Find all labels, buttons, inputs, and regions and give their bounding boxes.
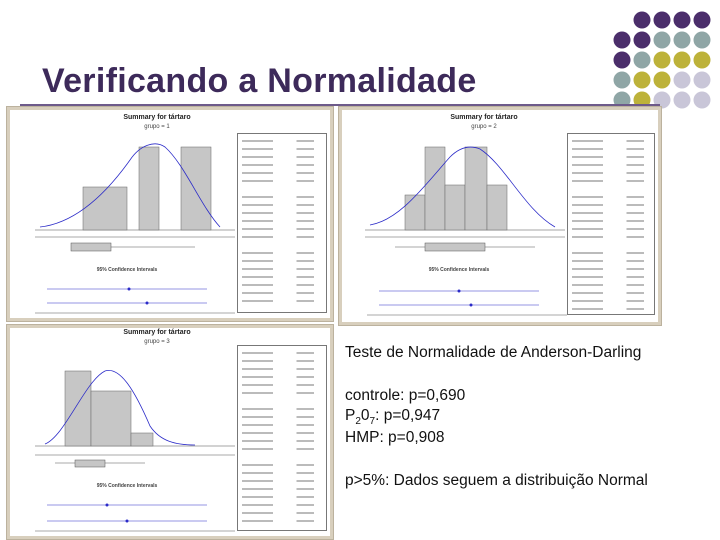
slide-title: Verificando a Normalidade xyxy=(42,62,477,100)
stats-row xyxy=(242,276,320,278)
stats-row xyxy=(242,300,320,302)
decorative-dot xyxy=(634,52,651,69)
decorative-dot xyxy=(674,52,691,69)
stats-row xyxy=(242,172,320,174)
panel-title: Summary for tártaro xyxy=(123,114,191,121)
stats-row xyxy=(242,480,320,482)
stats-row xyxy=(242,496,320,498)
stats-row xyxy=(242,424,320,426)
decorative-dot xyxy=(694,72,711,89)
histogram-grupo3 xyxy=(35,351,235,451)
result-hmp: HMP: p=0,908 xyxy=(345,429,445,446)
panel-subtitle: grupo = 2 xyxy=(471,124,497,130)
stats-row xyxy=(572,204,650,206)
stats-row xyxy=(572,268,650,270)
decorative-dot xyxy=(654,52,671,69)
stats-row xyxy=(572,148,650,150)
stats-row xyxy=(572,220,650,222)
stats-row xyxy=(242,464,320,466)
stats-row xyxy=(572,228,650,230)
stats-row xyxy=(242,212,320,214)
decorative-dot xyxy=(674,72,691,89)
decorative-dot xyxy=(614,32,631,49)
stats-row xyxy=(242,472,320,474)
stats-row xyxy=(242,180,320,182)
decorative-dot-grid xyxy=(612,10,714,112)
panel-title: Summary for tártaro xyxy=(450,114,518,121)
stats-row xyxy=(242,140,320,142)
boxplot-grupo3 xyxy=(35,453,235,473)
stats-table-grupo1 xyxy=(237,133,327,313)
stats-row xyxy=(242,504,320,506)
stats-row xyxy=(572,156,650,158)
stats-row xyxy=(572,196,650,198)
decorative-dot xyxy=(694,12,711,29)
stats-row xyxy=(242,148,320,150)
decorative-dot xyxy=(694,32,711,49)
stats-row xyxy=(242,260,320,262)
result-p2o7: $P_20_7$: p=0,947 xyxy=(345,407,441,428)
panel-subtitle: grupo = 1 xyxy=(144,124,170,130)
panel-title: Summary for tártaro xyxy=(123,329,191,336)
decorative-dot xyxy=(654,12,671,29)
stats-row xyxy=(572,180,650,182)
stats-row xyxy=(572,140,650,142)
stats-row xyxy=(242,416,320,418)
decorative-dot xyxy=(654,32,671,49)
stats-row xyxy=(242,196,320,198)
minitab-panel-grupo1 xyxy=(6,106,334,322)
stats-row xyxy=(572,260,650,262)
stats-row xyxy=(242,164,320,166)
decorative-dot xyxy=(654,72,671,89)
stats-row xyxy=(242,408,320,410)
ci-label: 95% Confidence Intervals xyxy=(428,267,490,273)
stats-row xyxy=(242,512,320,514)
stats-row xyxy=(242,156,320,158)
panel-subtitle: grupo = 3 xyxy=(144,339,170,345)
stats-table-grupo3 xyxy=(237,345,327,531)
stats-row xyxy=(242,360,320,362)
confidence-intervals-grupo1 xyxy=(17,275,237,319)
stats-row xyxy=(572,236,650,238)
decorative-dot xyxy=(614,72,631,89)
decorative-dot xyxy=(674,12,691,29)
stats-row xyxy=(242,440,320,442)
stats-row xyxy=(242,252,320,254)
stats-row xyxy=(242,520,320,522)
stats-row xyxy=(572,292,650,294)
ci-label: 95% Confidence Intervals xyxy=(96,483,158,489)
ad-test-heading: Teste de Normalidade de Anderson-Darling xyxy=(345,344,642,361)
stats-row xyxy=(572,308,650,310)
minitab-panel-grupo3 xyxy=(6,324,334,540)
stats-row xyxy=(242,236,320,238)
stats-row xyxy=(242,292,320,294)
decorative-dot xyxy=(614,52,631,69)
boxplot-grupo1 xyxy=(35,235,235,259)
stats-row xyxy=(242,268,320,270)
stats-row xyxy=(572,276,650,278)
stats-row xyxy=(572,284,650,286)
minitab-panel-grupo2 xyxy=(338,106,662,326)
decorative-dot xyxy=(694,92,711,109)
confidence-intervals-grupo3 xyxy=(17,491,237,535)
stats-row xyxy=(242,448,320,450)
stats-row xyxy=(242,488,320,490)
stats-row xyxy=(572,212,650,214)
stats-row xyxy=(242,284,320,286)
decorative-dot xyxy=(694,52,711,69)
conclusion: p>5%: Dados seguem a distribuição Normal xyxy=(345,472,648,489)
boxplot-grupo2 xyxy=(365,235,565,259)
stats-row xyxy=(572,300,650,302)
stats-row xyxy=(572,164,650,166)
histogram-grupo1 xyxy=(35,135,235,235)
decorative-dot xyxy=(674,92,691,109)
stats-row xyxy=(242,432,320,434)
decorative-dot xyxy=(634,32,651,49)
stats-row xyxy=(242,228,320,230)
stats-row xyxy=(242,352,320,354)
stats-row xyxy=(242,204,320,206)
stats-row xyxy=(242,220,320,222)
stats-table-grupo2 xyxy=(567,133,655,315)
stats-row xyxy=(242,384,320,386)
decorative-dot xyxy=(634,72,651,89)
stats-row xyxy=(242,368,320,370)
decorative-dot xyxy=(674,32,691,49)
confidence-intervals-grupo2 xyxy=(349,277,569,321)
stats-row xyxy=(572,172,650,174)
ci-label: 95% Confidence Intervals xyxy=(96,267,158,273)
stats-row xyxy=(242,376,320,378)
stats-row xyxy=(572,252,650,254)
result-controle: controle: p=0,690 xyxy=(345,387,466,404)
decorative-dot xyxy=(634,12,651,29)
histogram-grupo2 xyxy=(365,135,565,235)
stats-row xyxy=(242,392,320,394)
